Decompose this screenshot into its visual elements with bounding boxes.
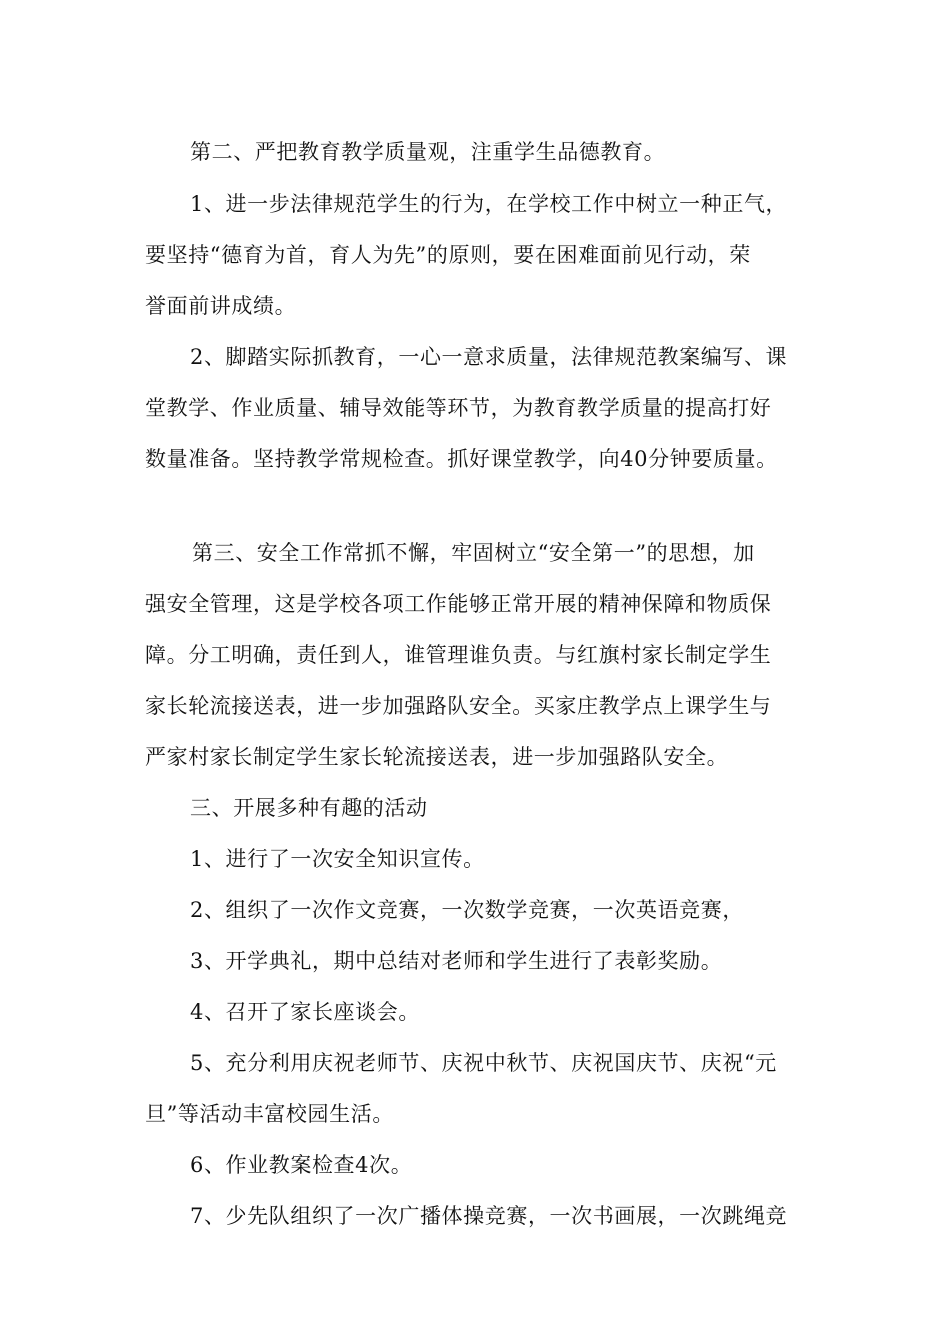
- paragraph-line: 堂教学、作业质量、辅导效能等环节，为教育教学质量的提高打好: [145, 396, 772, 420]
- paragraph-line: 1、进一步法律规范学生的行为，在学校工作中树立一种正气，: [190, 192, 788, 216]
- list-item: 5、充分利用庆祝老师节、庆祝中秋节、庆祝国庆节、庆祝“元: [190, 1051, 777, 1075]
- section-heading-2: 第二、严把教育教学质量观，注重学生品德教育。: [190, 140, 666, 164]
- paragraph-line: 严家村家长制定学生家长轮流接送表，进一步加强路队安全。: [145, 745, 729, 769]
- paragraph-line: 2、脚踏实际抓教育，一心一意求质量，法律规范教案编写、课: [190, 345, 788, 369]
- paragraph-line: 障。分工明确，责任到人，谁管理谁负责。与红旗村家长制定学生: [145, 643, 772, 667]
- list-item: 1、进行了一次安全知识宣传。: [190, 847, 485, 871]
- paragraph-line: 强安全管理，这是学校各项工作能够正常开展的精神保障和物质保: [145, 592, 772, 616]
- paragraph-line: 数量准备。坚持教学常规检查。抓好课堂教学，向40分钟要质量。: [145, 447, 778, 471]
- paragraph-line: 家长轮流接送表，进一步加强路队安全。买家庄教学点上课学生与: [145, 694, 772, 718]
- list-item: 7、少先队组织了一次广播体操竞赛，一次书画展，一次跳绳竞: [190, 1204, 788, 1228]
- list-item: 3、开学典礼，期中总结对老师和学生进行了表彰奖励。: [190, 949, 723, 973]
- list-item: 6、作业教案检查4次。: [190, 1153, 413, 1177]
- list-item-continuation: 旦”等活动丰富校园生活。: [145, 1102, 394, 1126]
- list-item: 2、组织了一次作文竞赛，一次数学竞赛，一次英语竞赛，: [190, 898, 744, 922]
- paragraph-line: 誉面前讲成绩。: [145, 294, 297, 318]
- section-heading-activities: 三、开展多种有趣的活动: [190, 796, 428, 820]
- section-heading-3: 第三、安全工作常抓不懈，牢固树立“安全第一”的思想，加: [192, 541, 755, 565]
- paragraph-line: 要坚持“德育为首，育人为先”的原则，要在困难面前见行动，荣: [145, 243, 751, 267]
- list-item: 4、召开了家长座谈会。: [190, 1000, 420, 1024]
